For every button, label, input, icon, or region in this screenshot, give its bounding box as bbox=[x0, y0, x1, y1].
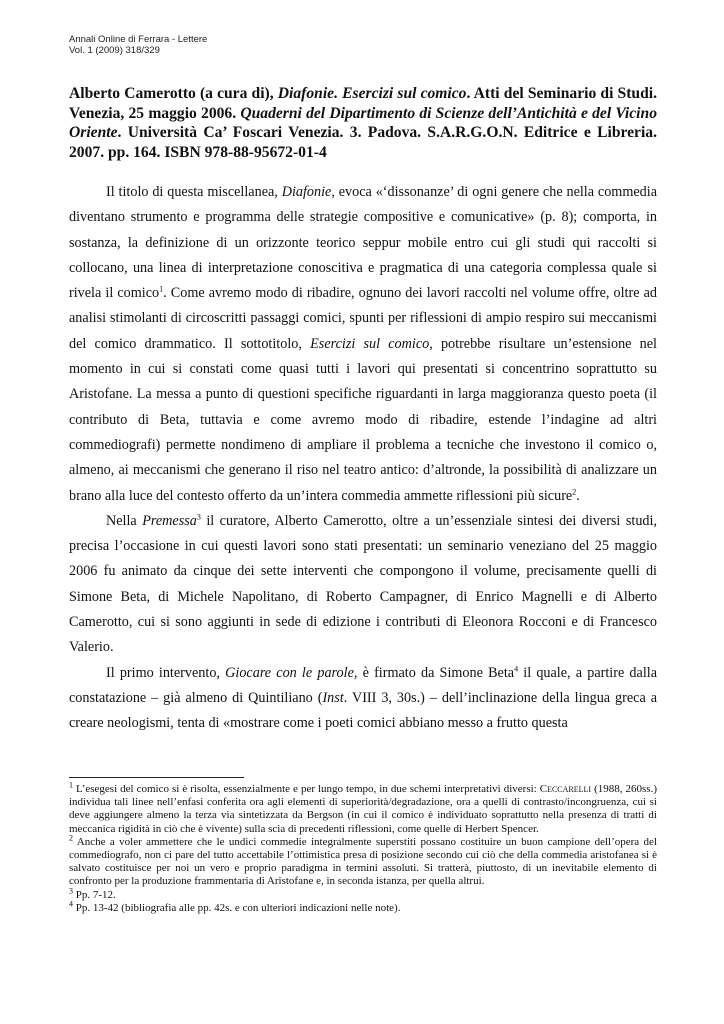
text-run: , evoca «‘dissonanze’ di ogni genere che nella commedia diventano strumento e programma delle strategie compositive e comunicative» (p. 8); comporta, in sostanza, la definizione di un orizzonte teorico seppur mobile entro cui gli studi qui raccolti si collocano, una linea di interpretazione conoscitiva e pragmatica di una categoria complessa quale si rivela il comico bbox=[69, 184, 657, 302]
footnote-1 bbox=[69, 780, 657, 836]
text-run: (1988, 260ss.) individua tali linee nell’enfasi conferita ora agli elementi di superiorità/degradazione, ora a quelli di contrasto/incongruenza, cui si deve aggiungere almeno la terza via sintetizzata da Bergson (in cui il comico è individuato soprattutto nella presenza di tratti di meccanica rigidità in ciò che è vivente) sulla scia di precedenti riflessioni, come quelle di Herbert Spencer. bbox=[69, 783, 657, 835]
cited-author: Ceccarelli bbox=[539, 783, 592, 795]
footnote-number: 1 bbox=[69, 780, 73, 790]
text-run: , potrebbe risultare un’estensione nel momento in cui si constati come quasi tutti i lavori qui presentati si concentrino soprattutto su Aristofane. La messa a punto di questioni specifiche riguardanti in larga maggioranza questo poeta (il contributo di Beta, tuttavia e come avremo modo di ribadire, estende l’indagine ad altri commediografi) permette nondimeno di ampliare il problema a tecniche che investono il comico o, almeno, ai meccanismi che generano il riso nel teatro antico: d’altronde, la possibilità di analizzare un brano alla luce del contesto offerto da un’intera commedia ammette riflessioni più sicure bbox=[69, 335, 657, 504]
footnote-ref-4[interactable]: 4 bbox=[514, 663, 519, 673]
footnote-4 bbox=[69, 899, 657, 915]
journal-header bbox=[69, 34, 207, 56]
footnote-ref-3[interactable]: 3 bbox=[196, 512, 201, 522]
footnote-number: 4 bbox=[69, 899, 73, 909]
paragraph-2 bbox=[69, 509, 657, 661]
footnote-ref-1[interactable]: 1 bbox=[159, 284, 164, 294]
text-run: . VIII 3, 30s.) – dell’inclinazione della lingua greca a creare neologismi, tenta di «mostrare come i poeti comici abbiano messo a frutto questa bbox=[69, 689, 657, 732]
text-run: Nella bbox=[106, 512, 143, 529]
review-body bbox=[69, 180, 657, 737]
italic-run: Premessa bbox=[142, 512, 197, 529]
footnotes bbox=[69, 780, 657, 915]
footnote-number: 2 bbox=[69, 833, 73, 843]
footnote-ref-2[interactable]: 2 bbox=[572, 486, 577, 496]
footnote-number: 3 bbox=[69, 885, 73, 895]
footnote-2 bbox=[69, 833, 657, 889]
italic-run: Diafonie bbox=[281, 184, 332, 200]
italic-run: Inst bbox=[322, 689, 344, 706]
journal-volume: Vol. 1 (2009) 318/329 bbox=[69, 45, 160, 56]
title-series: Quaderni del Dipartimento di Scienze dell’Antichità e del Vicino Oriente bbox=[69, 104, 657, 141]
footnote-separator bbox=[69, 777, 244, 778]
footnote-3 bbox=[69, 885, 657, 902]
text-run: Il titolo di questa miscellanea, bbox=[106, 184, 282, 200]
text-run: . bbox=[576, 487, 580, 504]
title-publisher: . Università Ca’ Foscari Venezia. 3. Padova. S.A.R.G.O.N. Editrice e Libreria. 2007. pp. 164. ISBN 978-88-95672-01-4 bbox=[69, 124, 657, 161]
text-run: . Come avremo modo di ribadire, ognuno dei lavori raccolti nel volume offre, oltre ad analisi stimolanti di circoscritti passaggi comici, spunti per riflessioni di ampio respiro sui meccanismi del comico drammatico. Il sottotitolo, bbox=[69, 285, 657, 352]
text-run: Pp. 7-12. bbox=[73, 888, 116, 901]
paragraph-1 bbox=[69, 180, 657, 509]
text-run: Anche a voler ammettere che le undici commedie integralmente superstiti possano costituire un buon campione dell’opera del commediografo, non ci pare del tutto accettabile l’ottimistica presa di posizione secondo cui ciò che della commedia aristofanea si è salvato costituisce per noi un vero e proprio paradigma in termini assoluti. Si tratterà, piuttosto, di un inevitabile elemento di confronto per la produzione frammentaria di Aristofane e, in seconda istanza, per quella altrui. bbox=[69, 835, 657, 888]
title-book: Diafonie. Esercizi sul comico bbox=[277, 85, 467, 102]
paragraph-3 bbox=[69, 661, 657, 737]
text-run: L’esegesi del comico si è risolta, essenzialmente e per lungo tempo, in due schemi interpretativi diversi: bbox=[73, 783, 540, 795]
text-run: Pp. 13-42 (bibliografia alle pp. 42s. e con ulteriori indicazioni nelle note). bbox=[73, 901, 401, 914]
review-title bbox=[69, 84, 657, 162]
italic-run: Giocare con le parole bbox=[225, 664, 354, 681]
text-run: Il primo intervento, bbox=[106, 664, 226, 681]
italic-run: Esercizi sul comico bbox=[310, 335, 430, 352]
title-details: . Atti del Seminario di Studi. Venezia, 25 maggio 2006. bbox=[69, 85, 657, 122]
journal-name: Annali Online di Ferrara - Lettere bbox=[69, 34, 208, 45]
text-run: il quale, a partire dalla constatazione – già almeno di Quintiliano ( bbox=[69, 664, 658, 706]
text-run: , è firmato da Simone Beta bbox=[353, 664, 515, 681]
title-author: Alberto Camerotto (a cura di), bbox=[69, 85, 278, 102]
text-run: il curatore, Alberto Camerotto, oltre a un’essenziale sintesi dei diversi studi, precisa l’occasione in cui questi lavori sono stati presentati: un seminario veneziano del 25 maggio 2006 fu animato da cinque dei sette interventi che compongono il volume, precisamente quelli di Simone Beta, di Michele Napolitano, di Roberto Campagner, di Enrico Magnelli e di Alberto Camerotto, cui si sono aggiunti in sede di edizione i contributi di Eleonora Rocconi e di Francesco Valerio. bbox=[69, 512, 657, 656]
